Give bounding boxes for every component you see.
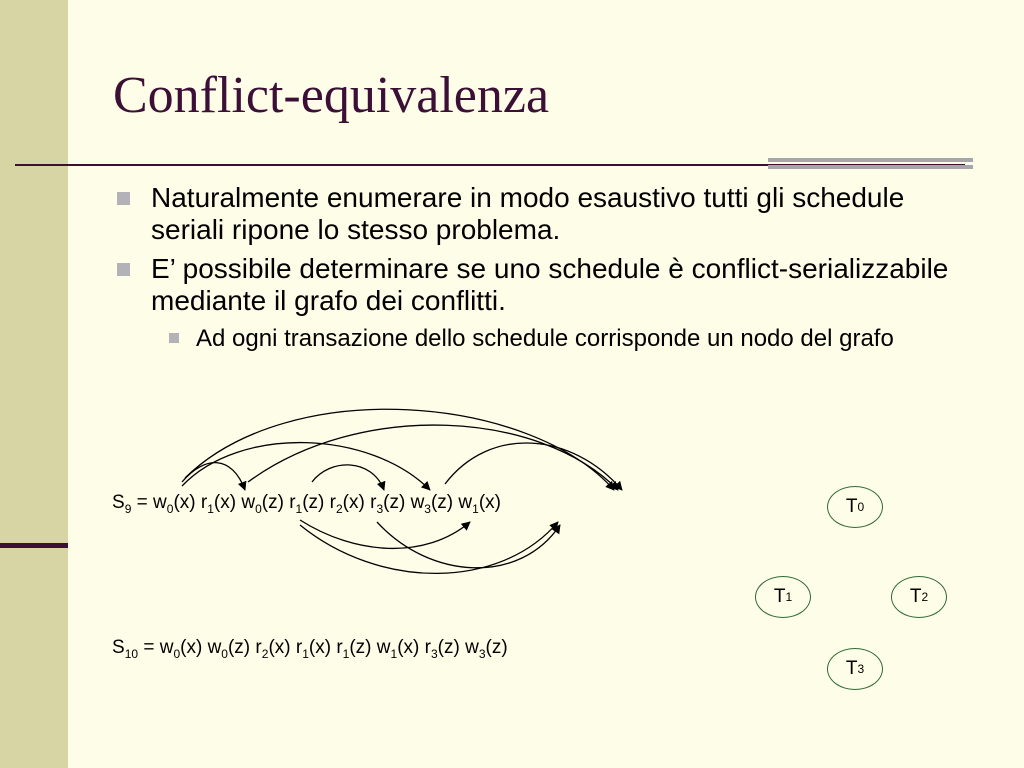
operation-object: (x) <box>397 637 420 658</box>
node-index: 0 <box>857 500 865 514</box>
operation-object: (z) <box>261 492 284 513</box>
node-label: T <box>845 496 858 517</box>
operation-transaction: 1 <box>295 501 303 516</box>
operation-transaction: 3 <box>376 501 384 516</box>
operation-transaction: 1 <box>472 501 479 516</box>
schedule-equals: = <box>138 637 160 658</box>
operation-transaction: 3 <box>430 646 438 661</box>
operation-object: (x) <box>180 637 203 658</box>
operation-type: w <box>458 492 473 513</box>
operation-type: r <box>336 637 343 658</box>
operation-transaction: 3 <box>478 646 486 661</box>
bullet-text: Naturalmente enumerare in modo esaustivo tutti gli schedule seriali ripone lo stesso problema. <box>151 182 905 245</box>
operation-transaction: 0 <box>255 501 262 516</box>
operation-transaction: 1 <box>342 646 350 661</box>
operation-type: w <box>207 637 222 658</box>
arrow-w0z-r1z <box>312 465 384 490</box>
operation-transaction: 0 <box>221 646 228 661</box>
operation-type: w <box>159 637 174 658</box>
operation-object: (z) <box>349 637 372 658</box>
slide-title: Conflict-equivalenza <box>113 67 550 124</box>
operation-transaction: 2 <box>335 501 343 516</box>
node-index: 2 <box>921 590 929 604</box>
schedule-index: 10 <box>124 646 139 661</box>
operation-object: (x) <box>268 637 291 658</box>
operation-transaction: 0 <box>166 501 174 516</box>
operation-object: (x) <box>308 637 332 658</box>
operation-object: (x) <box>173 492 196 513</box>
operation-type: w <box>376 637 391 658</box>
operation-type: r <box>289 492 296 513</box>
arrow-w0z-w3z <box>300 522 558 573</box>
operation-object: (x) <box>213 492 237 513</box>
operation-object: (z) <box>437 637 460 658</box>
sub-bullet-text: Ad ogni transazione dello schedule corrisponde un nodo del grafo <box>196 325 894 352</box>
schedule-index: 9 <box>124 501 132 516</box>
operation-transaction: 3 <box>424 501 431 516</box>
schedule-s10 <box>112 637 508 661</box>
operation-type: r <box>295 637 303 658</box>
arrow-r1x-w1x <box>248 425 618 490</box>
schedule-s9 <box>112 492 501 516</box>
node-label: T <box>773 586 786 607</box>
operation-type: r <box>424 637 431 658</box>
operation-type: w <box>410 492 425 513</box>
graph-node-t0 <box>827 486 883 528</box>
operation-type: r <box>370 492 377 513</box>
operation-object: (z) <box>383 492 406 513</box>
operation-object: (z) <box>430 492 454 513</box>
operation-type: r <box>329 492 336 513</box>
operation-type: w <box>153 492 167 513</box>
graph-node-t2 <box>891 576 947 618</box>
graph-node-t3 <box>827 648 883 690</box>
operation-object: (z) <box>227 637 251 658</box>
schedule-name: S <box>112 492 125 513</box>
schedule-name: S <box>112 637 125 658</box>
operation-object: (x) <box>478 492 501 513</box>
operation-type: r <box>200 492 208 513</box>
node-label: T <box>845 658 858 679</box>
arrow-w0z-r3z <box>300 520 470 548</box>
operation-type: w <box>465 637 479 658</box>
operation-transaction: 2 <box>261 646 269 661</box>
arrow-w0x-w1x <box>185 409 614 490</box>
operation-object: (z) <box>485 637 508 658</box>
bullet-text: E’ possibile determinare se uno schedule è conflict-serializzabile mediante il grafo dei conflitti. <box>151 253 949 316</box>
operation-transaction: 0 <box>173 646 181 661</box>
operation-type: r <box>255 637 262 658</box>
node-label: T <box>909 586 922 607</box>
operation-type: w <box>241 492 256 513</box>
arrow-r2x-w1x <box>445 443 622 490</box>
schedule-equals: = <box>131 492 154 513</box>
operation-object: (x) <box>342 492 365 513</box>
node-index: 3 <box>857 662 865 676</box>
operation-transaction: 1 <box>302 646 309 661</box>
graph-node-t1 <box>755 576 811 618</box>
operation-object: (z) <box>302 492 325 513</box>
operation-transaction: 1 <box>390 646 398 661</box>
operation-transaction: 1 <box>207 501 214 516</box>
node-index: 1 <box>785 590 793 604</box>
